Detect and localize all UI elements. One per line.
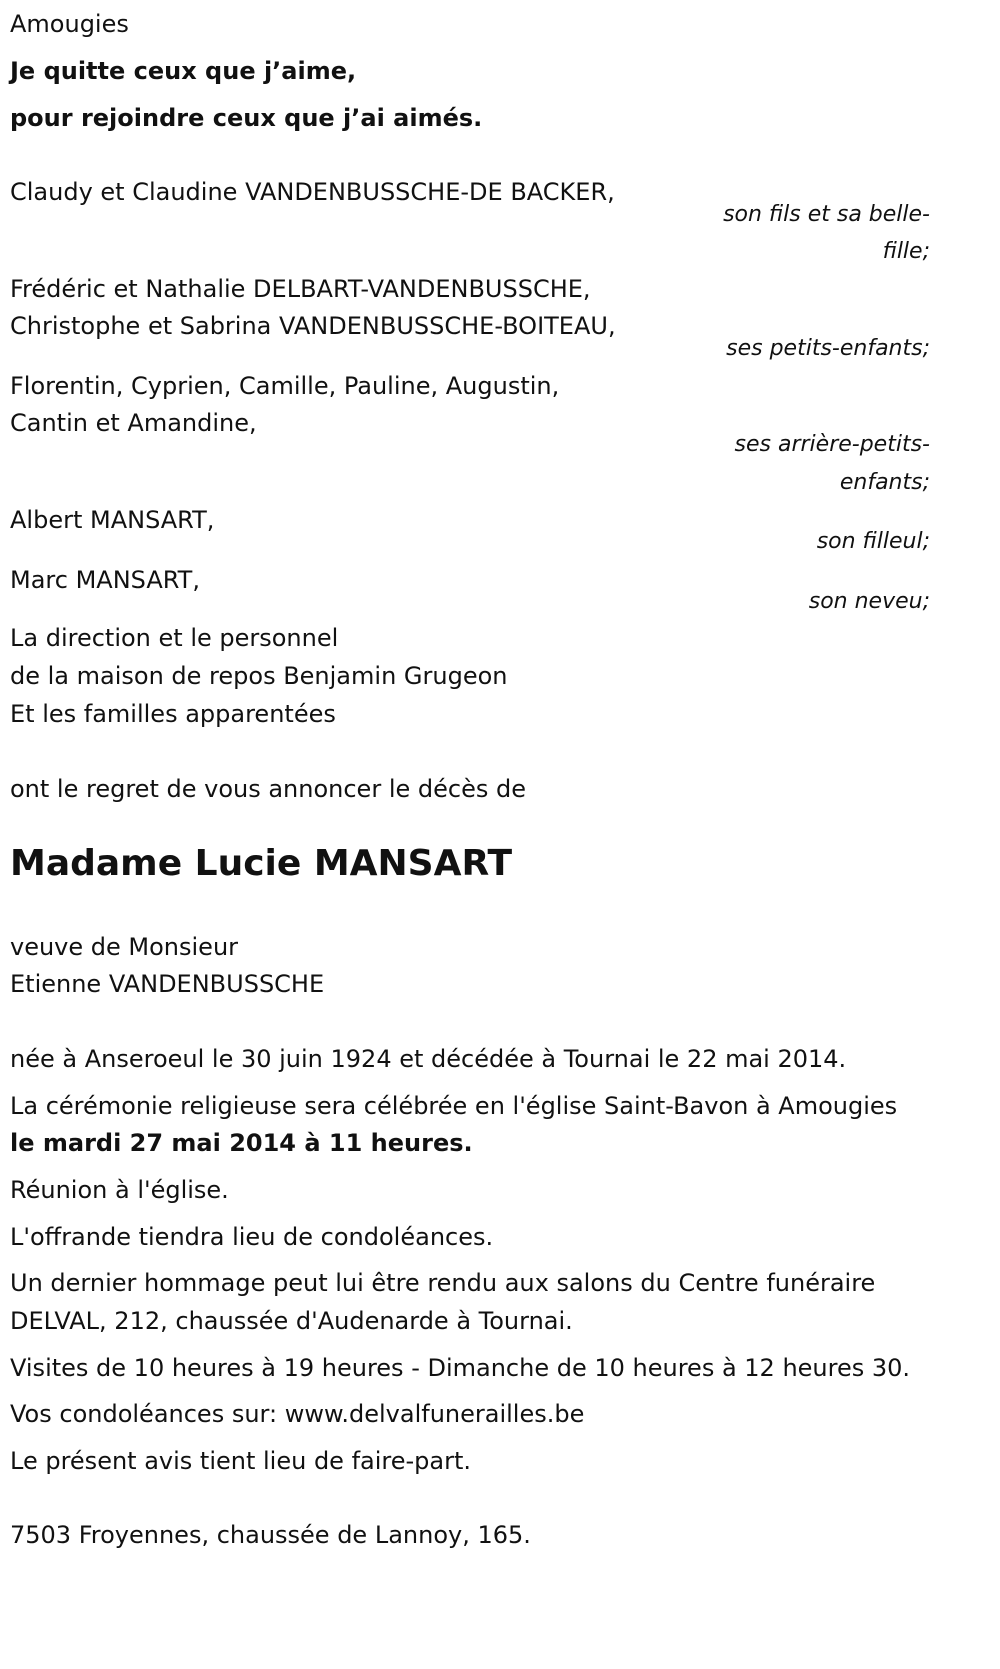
quote-line-2: pour rejoindre ceux que j’ai aimés.: [10, 104, 483, 132]
family-grandchildren-relation: ses petits-enfants;: [726, 336, 930, 361]
family-godson-name: Albert MANSART,: [10, 506, 215, 534]
notice: Le présent avis tient lieu de faire-part.: [10, 1447, 472, 1475]
widow-line-2: Etienne VANDENBUSSCHE: [10, 970, 325, 998]
birth-death: née à Anseroeul le 30 juin 1924 et décédée à Tournai le 22 mai 2014.: [10, 1045, 847, 1073]
family-son-relation-2: fille;: [882, 239, 930, 264]
family-great-grandchildren-names-2: Cantin et Amandine,: [10, 409, 257, 437]
family-godson-relation: son filleul;: [816, 529, 930, 554]
others-line-1: La direction et le personnel: [10, 624, 339, 652]
others-line-3: Et les familles apparentées: [10, 700, 336, 728]
location: Amougies: [10, 10, 129, 38]
announcement: ont le regret de vous annoncer le décès de: [10, 775, 526, 803]
others-line-2: de la maison de repos Benjamin Grugeon: [10, 662, 508, 690]
tribute-line-1: Un dernier hommage peut lui être rendu aux salons du Centre funéraire: [10, 1269, 876, 1297]
family-great-grandchildren-relation-1: ses arrière-petits-: [734, 432, 930, 457]
family-great-grandchildren-names-1: Florentin, Cyprien, Camille, Pauline, Augustin,: [10, 372, 560, 400]
widow-line-1: veuve de Monsieur: [10, 933, 239, 961]
family-great-grandchildren-relation-2: enfants;: [839, 470, 930, 495]
deceased-name: Madame Lucie MANSART: [10, 843, 513, 884]
condolences: Vos condoléances sur: www.delvalfunerailles.be: [10, 1400, 585, 1428]
tribute-line-2: DELVAL, 212, chaussée d'Audenarde à Tournai.: [10, 1307, 573, 1335]
ceremony-date: le mardi 27 mai 2014 à 11 heures.: [10, 1129, 473, 1157]
family-grandchildren-names-2: Christophe et Sabrina VANDENBUSSCHE-BOITEAU,: [10, 312, 616, 340]
family-nephew-relation: son neveu;: [808, 589, 930, 614]
family-grandchildren-names-1: Frédéric et Nathalie DELBART-VANDENBUSSCHE,: [10, 275, 591, 303]
address: 7503 Froyennes, chaussée de Lannoy, 165.: [10, 1521, 531, 1549]
quote-line-1: Je quitte ceux que j’aime,: [10, 57, 357, 85]
family-son-relation-1: son fils et sa belle-: [723, 202, 930, 227]
ceremony: La cérémonie religieuse sera célébrée en l'église Saint-Bavon à Amougies: [10, 1092, 898, 1120]
visits: Visites de 10 heures à 19 heures - Dimanche de 10 heures à 12 heures 30.: [10, 1354, 911, 1382]
family-nephew-name: Marc MANSART,: [10, 566, 200, 594]
offering: L'offrande tiendra lieu de condoléances.: [10, 1223, 494, 1251]
family-son-names: Claudy et Claudine VANDENBUSSCHE-DE BACKER,: [10, 178, 615, 206]
meeting: Réunion à l'église.: [10, 1176, 229, 1204]
